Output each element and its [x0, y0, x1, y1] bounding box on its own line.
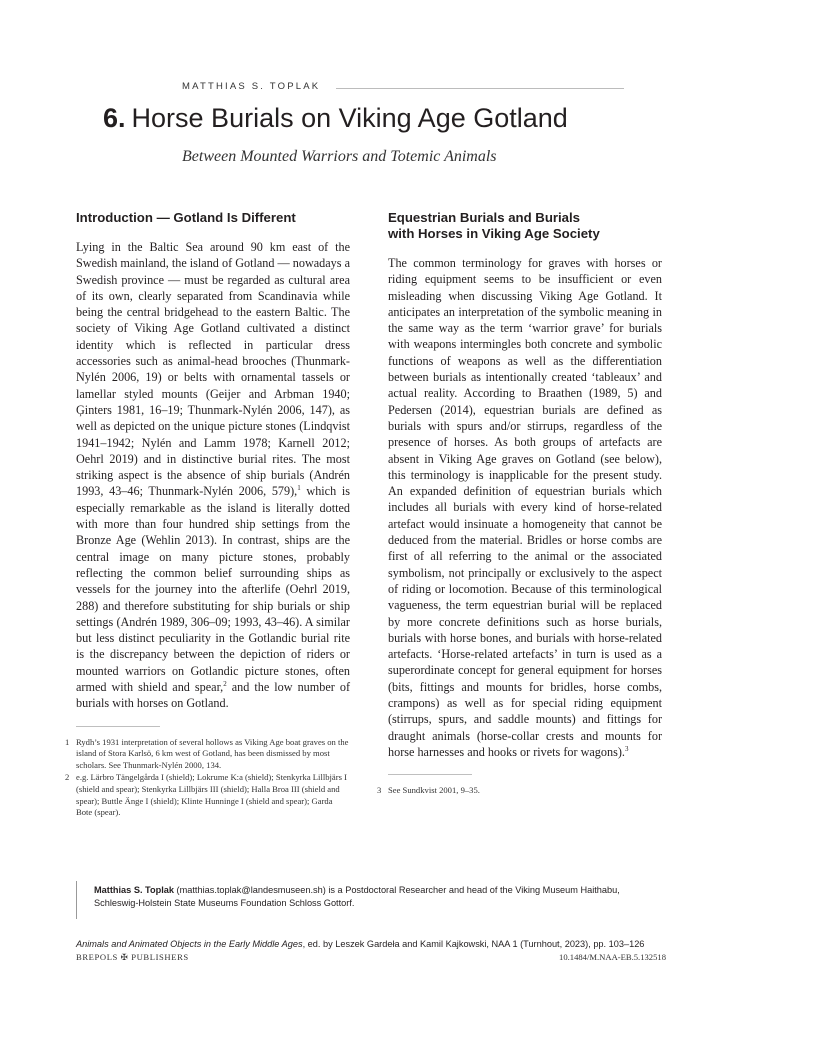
footnote-divider — [388, 774, 472, 775]
intro-text-part2: which is especially remarkable as the island is literally dotted with more than four hundred ship settings from the Bronze Age (Wehlin 2013). In contrast, ships are the central image on many picture stones, probably reflecting the common belief surrounding ships as vessels for the journey into the afterlife (Oehrl 2019, 288) and therefore substituting for ship burials or ship settings (Andrén 1989, 306–09; 1993, 43–46). A similar but less distinct peculiarity in the Gotlandic burial rite is the discrepancy between the depiction of riders or mounted warriors on Gotlandic picture stones, often armed with shield and spear, — [76, 484, 350, 695]
equestrian-text: The common terminology for graves with horses or riding equipment seems to be insufficient or even misleading when discussing Viking Age Gotland. It anticipates an interpretation of the symbolic meaning in the same way as the term ‘warrior grave’ for burials with weapons intermingles both concrete and symbolic functions of weapons as well as the differentiation between burials as intentionally created ‘tableaux’ and actual reality. According to Braathen (1989, 5) and Pedersen (2014), equestrian burials are defined as burials with spurs and/or stirrups, regardless of the presence of horses. As both groups of artefacts are absent in Viking Age graves on Gotland (see below), this terminology is inapplicable for the present study. An expanded definition of equestrian burials which includes all burials with every kind of horse-related artefact would insinuate a homogeneity that cannot be deduced from the material. Bridles or horse combs are first of all referring to the animal or the associated symbolism, not principally or exclusively to the aspect of riding or locomotion. Because of this terminological vagueness, the term equestrian burial will be replaced by more concrete definitions such as horse burials, burials with horse bones, and burials with horse-related artefacts. ‘Horse-related artefacts’ in turn is used as a superordinate concept for general equipment for horses (bits, fittings and mounts for bridles, horse combs, crampons) as well as for special riding equipment (stirrups, spurs, and saddle mounts) and fittings for draught animals (horse-collar crests and mounts for horse harnesses and hooks or rivets for wagons). — [388, 256, 662, 759]
footnote-2 — [65, 772, 350, 818]
footnote-number: 3 — [377, 785, 382, 796]
chapter-subtitle: Between Mounted Warriors and Totemic Animals — [182, 148, 497, 165]
heading-line-2: with Horses in Viking Age Society — [388, 226, 600, 241]
bio-author-name: Matthias S. Toplak — [94, 885, 174, 895]
footnote-number: 1 — [65, 736, 70, 747]
footnote-ref-3[interactable]: 3 — [624, 744, 629, 753]
intro-text-part1: Lying in the Baltic Sea around 90 km east of the Swedish mainland, the island of Gotland — nowadays a Swedish province — must be regarded as cultural area of its own, clearly separated from Scandinavia while being the central bridgehead to the eastern Baltic. The society of Viking Age Gotland cultivated a distinct identity which is reflected in particular dress accessories such as animal-head brooches (Thunmark-Nylén 2006, 19) or belts with ornamental tassels or lamellar styled mounts (Geijer and Arbman 1940; Ģinters 1981, 16–19; Thunmark-Nylén 2006, 147), as well as depicted on the unique picture stones (Lindqvist 1941–1942; Nylén and Lamm 1978; Karnell 2012; Oehrl 2019) and in distinctive burial rites. The most striking aspect is the absence of ship burials (Andrén 1993, 43–46; Thunmark-Nylén 2006, 579), — [76, 240, 350, 499]
citation — [76, 938, 666, 951]
footnote-ref-1[interactable]: 1 — [297, 484, 301, 493]
footnote-text: See Sundkvist 2001, 9–35. — [388, 785, 480, 796]
equestrian-paragraph — [388, 255, 662, 760]
intro-text-part3: and the low number of burials with horses on Gotland. — [76, 680, 350, 711]
right-column — [377, 210, 662, 798]
author-rule — [336, 88, 624, 89]
introduction-paragraph — [76, 239, 350, 712]
chapter-number: 6. — [103, 103, 126, 133]
publisher-logo-text: BREPOLS ✠ PUBLISHERS — [76, 952, 189, 962]
section-heading-equestrian-burials — [388, 210, 662, 242]
footnote-ref-2[interactable]: 2 — [223, 679, 227, 688]
doi[interactable]: 10.1484/M.NAA-EB.5.132518 — [559, 952, 666, 962]
author-bio — [94, 884, 634, 910]
left-column — [65, 210, 350, 820]
chapter-title-text: Horse Burials on Viking Age Gotland — [131, 103, 568, 133]
bio-bar — [76, 881, 77, 919]
footnote-text: e.g. Lärbro Tängelgårda I (shield); Lokrume K:a (shield); Stenkyrka Lillbjärs I (shield and spear); Stenkyrka Lillbjärs III (shield); Halla Broa III (shield and spear); Buttle Änge I (shield); Klinte Hunninge I (shield and spear); Garda Bote (spear). — [76, 772, 347, 818]
author-name: MATTHIAS S. TOPLAK — [182, 81, 321, 92]
footnote-divider — [76, 726, 160, 727]
book-title: Animals and Animated Objects in the Early Middle Ages — [76, 939, 303, 949]
chapter-title — [103, 103, 568, 134]
footnote-1 — [65, 736, 350, 772]
section-heading-introduction: Introduction — Gotland Is Different — [76, 210, 296, 225]
footnote-text: Rydh’s 1931 interpretation of several hollows as Viking Age boat graves on the island of Stora Karlsö, 6 km west of Gotland, has been dismissed by most scholars. See Thunmark-Nylén 2000, 134. — [76, 736, 349, 770]
bio-text: (matthias.toplak@landesmuseen.sh) is a Postdoctoral Researcher and head of the Viking Museum Haithabu, Schleswig-Holstein State Museums Foundation Schloss Gottorf. — [94, 885, 620, 909]
footnote-3 — [377, 785, 662, 797]
footnote-number: 2 — [65, 772, 70, 783]
citation-details: , ed. by Leszek Gardeła and Kamil Kajkowski, NAA 1 (Turnhout, 2023), pp. 103–126 — [302, 939, 645, 949]
heading-line-1: Equestrian Burials and Burials — [388, 210, 581, 225]
